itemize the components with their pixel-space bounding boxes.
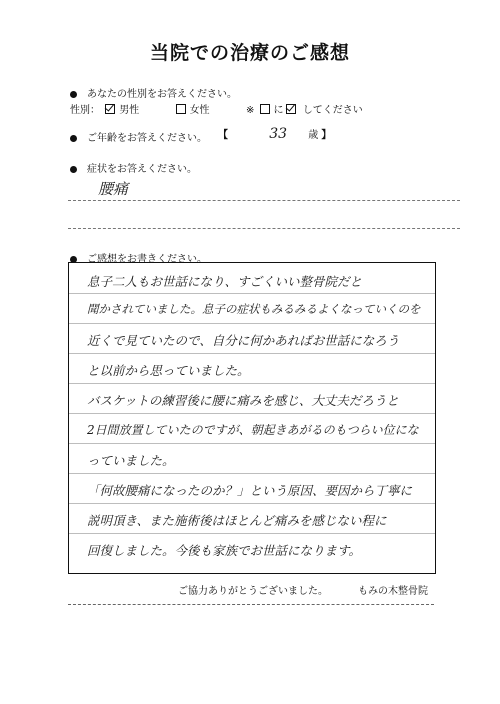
gender-question: [70, 85, 237, 100]
female-label: 女性: [189, 105, 210, 116]
age-field[interactable]: [218, 126, 331, 142]
age-close-bracket: 】: [321, 130, 332, 141]
ruled-line: [69, 503, 435, 504]
thanks-text: ご協力ありがとうございました。: [178, 586, 328, 597]
symptom-prompt: 症状をお答えください。: [87, 164, 197, 175]
impression-prompt: ご感想をお書きください。: [87, 254, 207, 265]
age-value: 33: [269, 126, 288, 142]
age-unit: 歳: [308, 130, 319, 141]
bullet-icon: [70, 135, 77, 142]
male-label: 男性: [119, 105, 140, 116]
impression-line: 聞かされていました。息子の症状もみるみるよくなっていくのを: [87, 302, 421, 316]
note-prefix: ※: [245, 105, 255, 116]
male-checkbox[interactable]: [105, 104, 115, 114]
ruled-line: [69, 533, 435, 534]
ruled-line: [69, 353, 435, 354]
page-title: 当院での治療のご感想: [149, 42, 350, 64]
impression-line: っていました。: [87, 453, 175, 468]
note-empty-box-icon: [260, 104, 270, 114]
symptom-answer-line: [68, 228, 460, 229]
ruled-line: [69, 413, 435, 414]
ruled-line: [69, 443, 435, 444]
ruled-line: [69, 473, 435, 474]
female-checkbox[interactable]: [176, 104, 186, 114]
note-checked-box-icon: [286, 104, 296, 114]
clinic-name: もみの木整骨院: [358, 586, 428, 597]
age-question: [70, 129, 207, 144]
symptom-answer: 腰痛: [98, 180, 129, 198]
gender-label: 性別：: [70, 105, 100, 116]
symptom-question: [70, 160, 197, 175]
ruled-line: [69, 323, 435, 324]
ruled-line: [69, 383, 435, 384]
bullet-icon: [70, 91, 77, 98]
ruled-line: [69, 293, 435, 294]
note-suffix: してください: [302, 105, 363, 116]
age-prompt: ご年齢をお答えください。: [87, 133, 207, 144]
gender-prompt: あなたの性別をお答えください。: [87, 89, 237, 100]
impression-line: 説明頂き、また施術後はほとんど痛みを感じない程に: [87, 513, 387, 528]
impression-box[interactable]: [68, 262, 436, 574]
impression-line: バスケットの練習後に腰に痛みを感じ、大丈夫だろうと: [87, 393, 399, 408]
impression-line: 息子二人もお世話になり、すごくいい整骨院だと: [87, 274, 363, 289]
impression-line: 「何故腰痛になったのか？」という原因、要因から丁寧に: [87, 483, 413, 498]
impression-line: 近くで見ていたので、自分に何かあればお世話になろう: [87, 333, 400, 348]
impression-line: と以前から思っていました。: [87, 363, 250, 378]
bullet-icon: [70, 166, 77, 173]
impression-line: 2日間放置していたのですが、朝起きあがるのもつらい位にな: [87, 423, 419, 437]
symptom-answer-line: [68, 200, 460, 201]
gender-options: 性別： 男性 女性 ※ に してください: [70, 105, 363, 116]
footer-rule: [68, 604, 434, 605]
impression-line: 回復しました。今後も家族でお世話になります。: [87, 543, 362, 558]
age-open-bracket: 【: [218, 130, 228, 141]
